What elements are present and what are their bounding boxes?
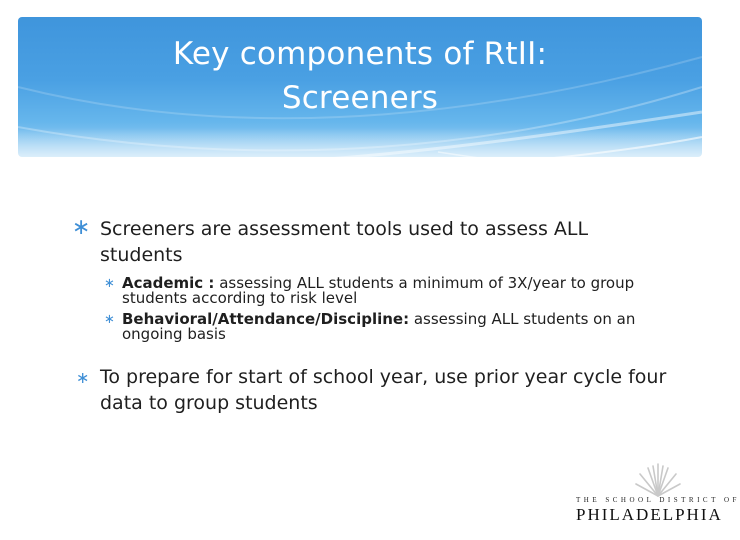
school-district-logo <box>572 462 740 528</box>
asterisk-bullet-icon: ∗ <box>72 215 91 240</box>
slide-title <box>18 32 702 120</box>
bullet-prepare <box>72 364 672 416</box>
sub-bullet-text: assessing ALL students on an ongoing basis <box>122 310 636 343</box>
sub-bullet-text: assessing ALL students a minimum of 3X/year to group students according to risk level <box>122 274 635 307</box>
slide-body <box>72 216 672 416</box>
bullet-text: Screeners are assessment tools used to assess ALL students <box>100 218 589 266</box>
banner-fade <box>0 128 720 198</box>
asterisk-bullet-icon: ∗ <box>104 312 115 327</box>
sub-bullet-label: Academic : <box>122 274 215 292</box>
sub-bullet-label: Behavioral/Attendance/Discipline: <box>122 310 410 328</box>
logo-wordmark: PHILADELPHIA <box>576 505 723 524</box>
bullet-screeners <box>72 216 672 268</box>
bullet-text: To prepare for start of school year, use prior year cycle four data to group students <box>100 366 667 414</box>
sub-bullet-behavioral <box>94 312 672 342</box>
sub-bullet-list <box>72 276 672 342</box>
logo-subtitle: THE SCHOOL DISTRICT OF <box>576 496 740 504</box>
sub-bullet-academic <box>94 276 672 306</box>
asterisk-bullet-icon: ∗ <box>76 368 90 387</box>
title-line-1: Key components of RtII: <box>172 36 548 72</box>
title-line-2: Screeners <box>281 80 439 116</box>
asterisk-bullet-icon: ∗ <box>104 276 115 291</box>
